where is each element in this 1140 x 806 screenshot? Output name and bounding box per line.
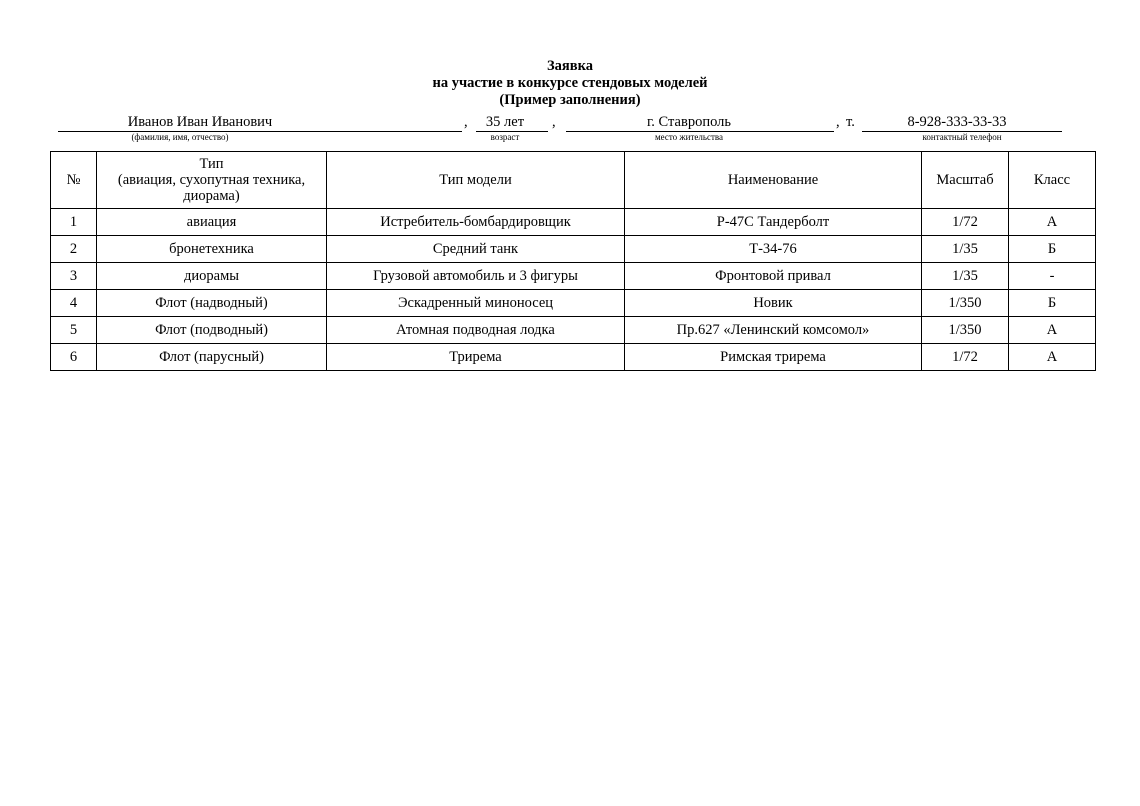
applicant-city-field xyxy=(566,113,834,142)
header-class: Класс xyxy=(1009,152,1096,209)
cell-class: Б xyxy=(1009,236,1096,263)
title-line-1: Заявка xyxy=(547,58,593,74)
cell-model-type: Грузовой автомобиль и 3 фигуры xyxy=(327,263,625,290)
cell-number: 5 xyxy=(51,317,97,344)
cell-name: P-47C Тандерболт xyxy=(625,209,922,236)
table-row xyxy=(51,263,1096,290)
applicant-age: 35 лет xyxy=(485,114,525,130)
title-line-3: (Пример заполнения) xyxy=(499,92,641,108)
header-number: № xyxy=(51,152,97,209)
phone-prefix: т. xyxy=(846,114,855,130)
cell-name: Пр.627 «Ленинский комсомол» xyxy=(625,317,922,344)
cell-model-type: Трирема xyxy=(327,344,625,371)
cell-type: диорамы xyxy=(97,263,327,290)
cell-type: Флот (надводный) xyxy=(97,290,327,317)
cell-class: - xyxy=(1009,263,1096,290)
cell-scale: 1/35 xyxy=(922,263,1009,290)
comma-separator: , xyxy=(552,114,556,130)
applicant-name: Иванов Иван Иванович xyxy=(127,114,273,130)
header-scale: Масштаб xyxy=(922,152,1009,209)
cell-type: Флот (подводный) xyxy=(97,317,327,344)
comma-separator: , xyxy=(836,114,840,130)
cell-model-type: Эскадренный миноносец xyxy=(327,290,625,317)
cell-model-type: Истребитель-бомбардировщик xyxy=(327,209,625,236)
cell-class: Б xyxy=(1009,290,1096,317)
cell-number: 4 xyxy=(51,290,97,317)
cell-scale: 1/35 xyxy=(922,236,1009,263)
table-row xyxy=(51,236,1096,263)
applicant-city: г. Ставрополь xyxy=(646,114,731,130)
header-name: Наименование xyxy=(625,152,922,209)
cell-number: 3 xyxy=(51,263,97,290)
title-line-2: на участие в конкурсе стендовых моделей xyxy=(432,75,708,91)
header-type-line-3: диорама) xyxy=(183,188,240,204)
cell-scale: 1/72 xyxy=(922,209,1009,236)
cell-scale: 1/350 xyxy=(922,290,1009,317)
applicant-name-caption: (фамилия, имя, отчество) xyxy=(131,132,229,142)
table-row xyxy=(51,317,1096,344)
applicant-phone-field xyxy=(862,113,1062,142)
cell-type: бронетехника xyxy=(97,236,327,263)
header-type xyxy=(97,152,327,209)
table-row xyxy=(51,344,1096,371)
cell-name: Т-34-76 xyxy=(625,236,922,263)
cell-class: А xyxy=(1009,344,1096,371)
applicant-phone-caption: контактный телефон xyxy=(922,132,1002,142)
cell-number: 1 xyxy=(51,209,97,236)
comma-separator: , xyxy=(464,114,468,130)
cell-type: Флот (парусный) xyxy=(97,344,327,371)
cell-model-type: Атомная подводная лодка xyxy=(327,317,625,344)
applicant-age-caption: возраст xyxy=(490,132,520,142)
header-model-type: Тип модели xyxy=(327,152,625,209)
applicant-phone: 8-928-333-33-33 xyxy=(907,114,1007,130)
cell-number: 6 xyxy=(51,344,97,371)
models-table xyxy=(50,151,1096,371)
cell-type: авиация xyxy=(97,209,327,236)
cell-name: Римская трирема xyxy=(625,344,922,371)
cell-name: Новик xyxy=(625,290,922,317)
header-type-line-2: (авиация, сухопутная техника, xyxy=(117,172,306,188)
cell-model-type: Средний танк xyxy=(327,236,625,263)
cell-scale: 1/350 xyxy=(922,317,1009,344)
cell-scale: 1/72 xyxy=(922,344,1009,371)
document-title xyxy=(0,58,1140,109)
cell-class: А xyxy=(1009,209,1096,236)
applicant-info-line xyxy=(0,113,1140,145)
cell-class: А xyxy=(1009,317,1096,344)
table-header-row xyxy=(51,152,1096,209)
cell-number: 2 xyxy=(51,236,97,263)
cell-name: Фронтовой привал xyxy=(625,263,922,290)
applicant-name-field xyxy=(58,113,462,142)
table-row xyxy=(51,209,1096,236)
table-row xyxy=(51,290,1096,317)
header-type-line-1: Тип xyxy=(199,156,224,172)
applicant-age-field xyxy=(476,113,548,142)
applicant-city-caption: место жительства xyxy=(654,132,724,142)
